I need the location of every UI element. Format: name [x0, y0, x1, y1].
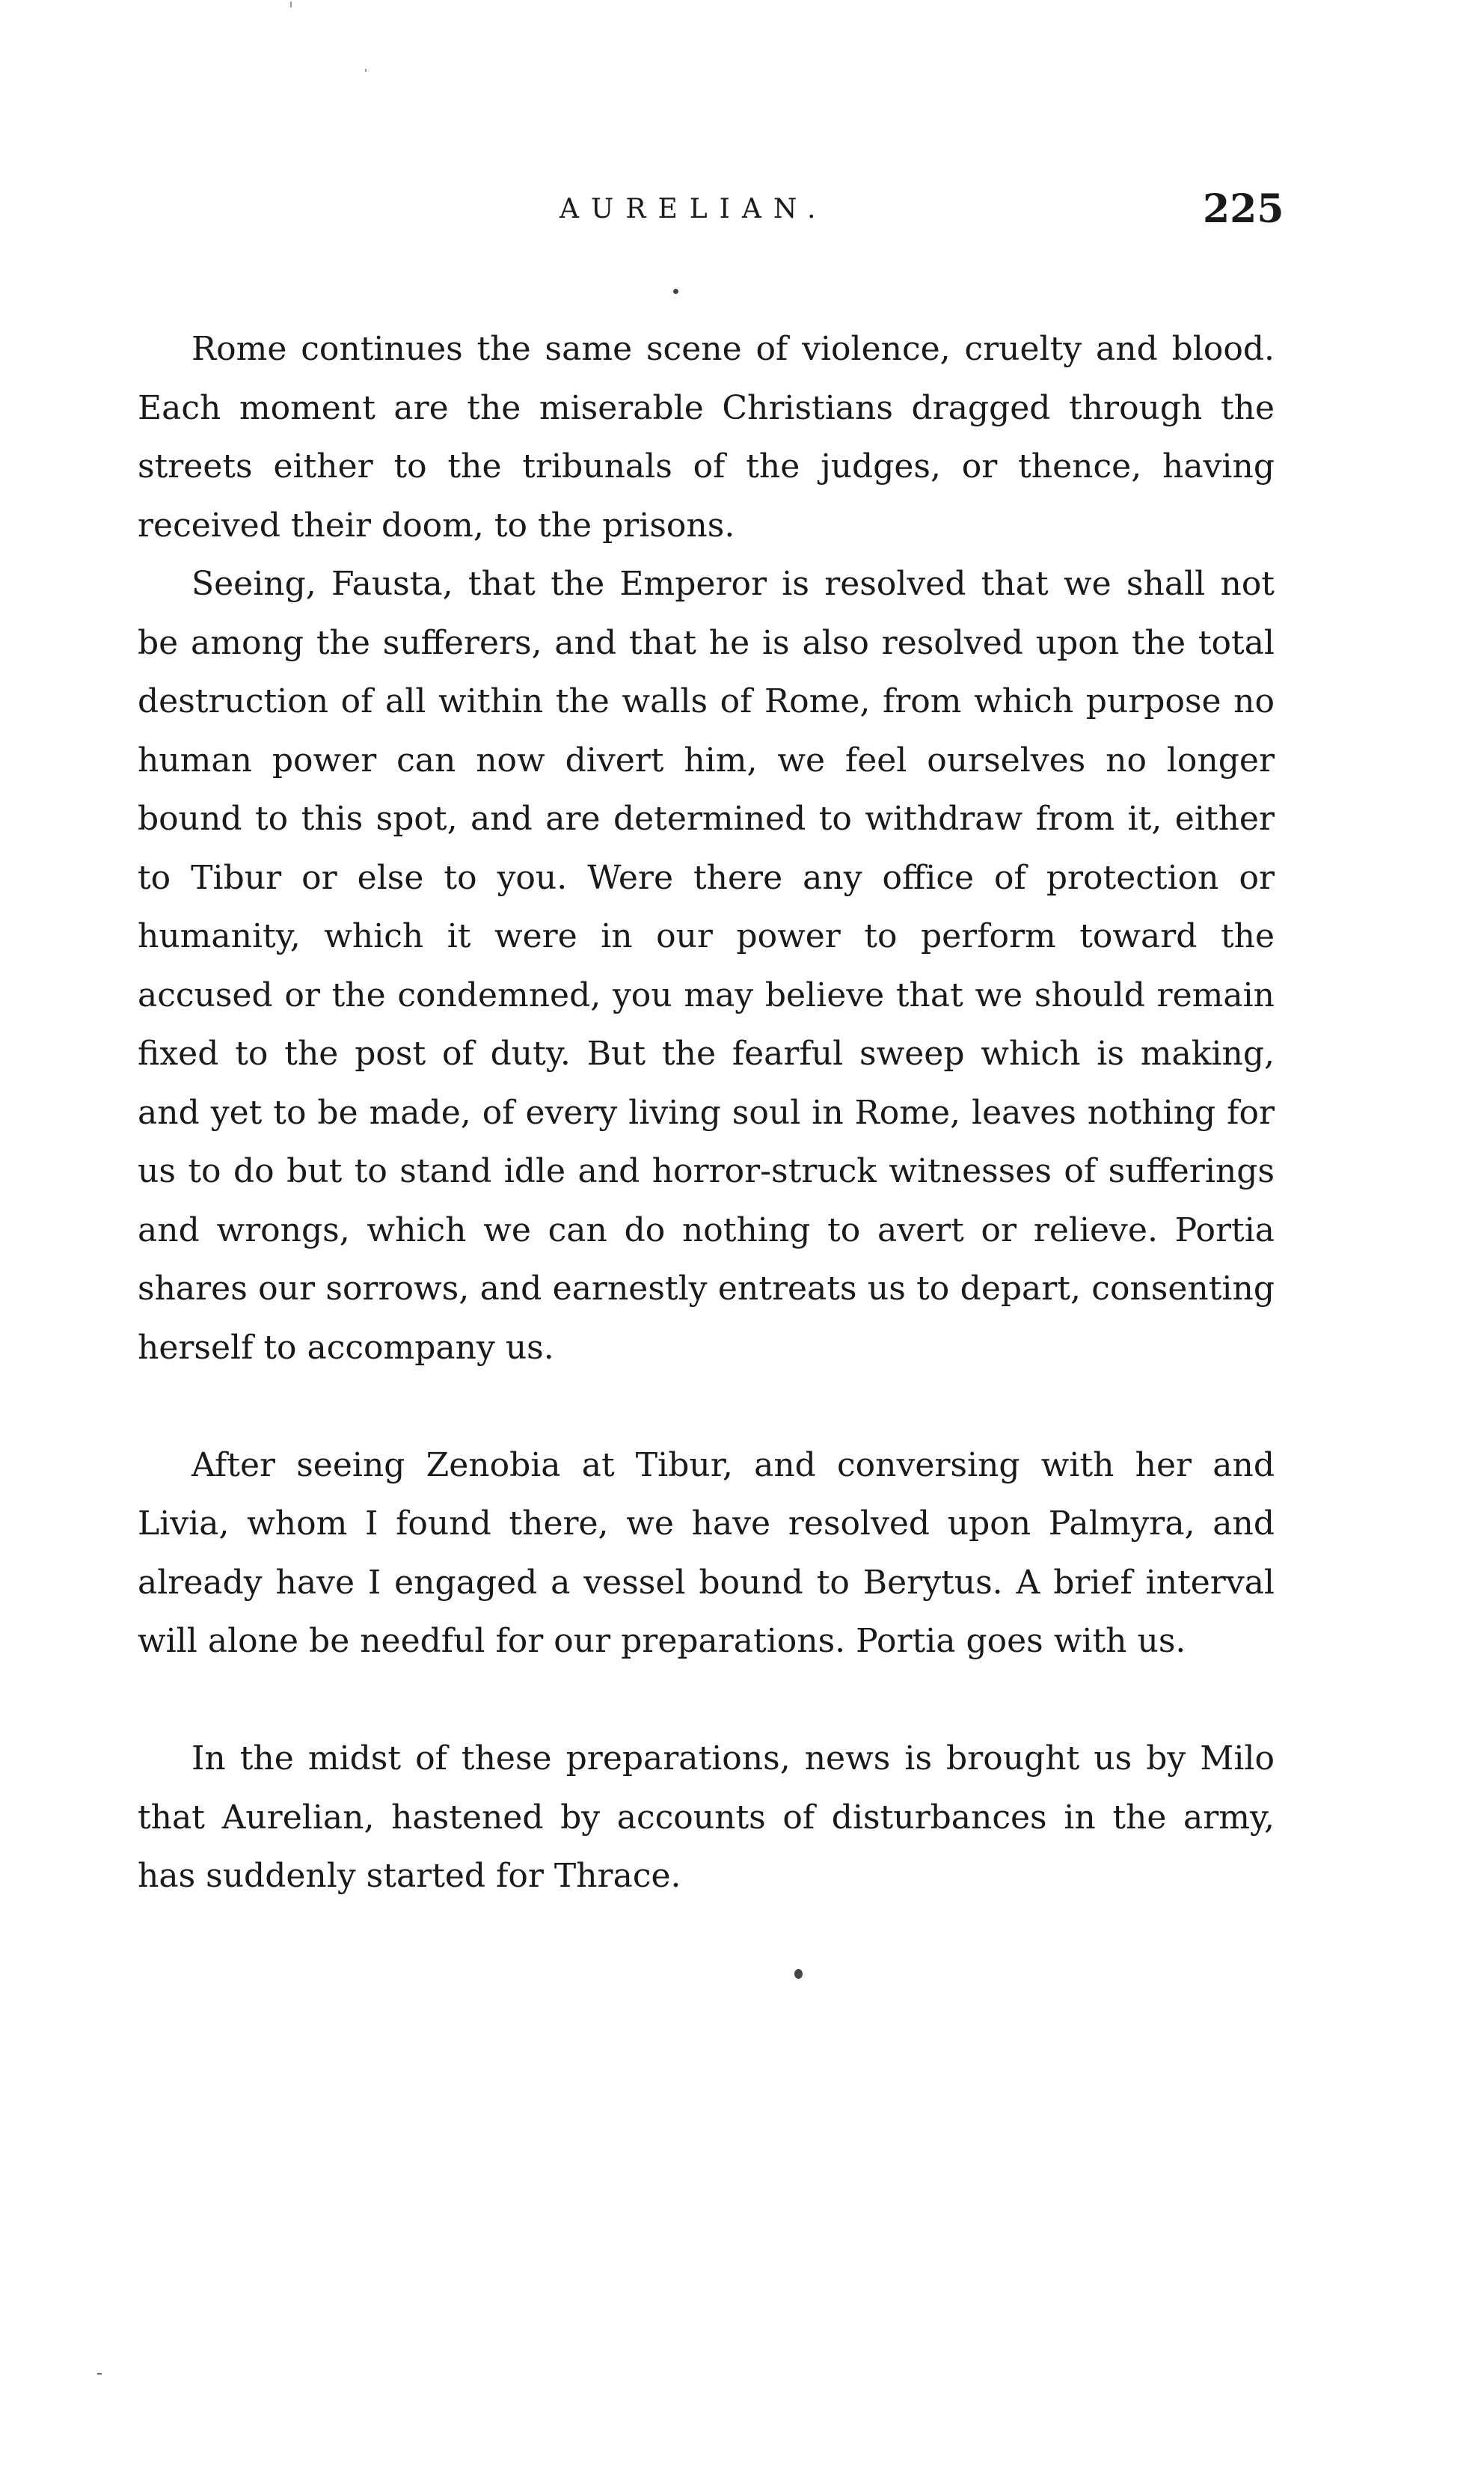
paragraph: After seeing Zenobia at Tibur, and conversing with her and Livia, whom I found there, we have resolved upon Palmyra, and already have I engaged a vessel bound to Berytus. A brief interval will alone be needful for our preparations. Portia goes with us.: [138, 1445, 1275, 1660]
print-speck: [794, 1969, 803, 1979]
text-block: [138, 320, 1275, 1906]
paragraph: Rome continues the same scene of violence, cruelty and blood. Each moment are the miserable Christians dragged through the streets either to the tribunals of the judges, or thence, having received their doom, to the prisons.: [138, 330, 1275, 545]
running-head: [0, 180, 1484, 239]
running-title: AURELIAN.: [559, 194, 828, 224]
print-speck: [290, 1, 292, 7]
print-speck: [365, 69, 367, 72]
paragraph: Seeing, Fausta, that the Emperor is resolved that we shall not be among the sufferers, and that he is also resolved upon the total destruction of all within the walls of Rome, from which purpose no human power can now divert him, we feel ourselves no longer bound to this spot, and are determined to withdraw from it, either to Tibur or else to you. Were there any office of protection or humanity, which it were in our power to perform toward the accused or the condemned, you may believe that we should remain fixed to the post of duty. But the fearful sweep which is making, and yet to be made, of every living soul in Rome, leaves nothing for us to do but to stand idle and horror-struck witnesses of sufferings and wrongs, which we can do nothing to avert or relieve. Portia shares our sorrows, and earnestly entreats us to depart, consenting herself to accompany us.: [138, 565, 1275, 1367]
page-number: 225: [1203, 186, 1284, 232]
print-speck: [97, 2373, 102, 2375]
paragraph: In the midst of these preparations, news is brought us by Milo that Aurelian, hastened by accounts of disturbances in the army, has suddenly started for Thrace.: [138, 1739, 1275, 1895]
print-speck: [673, 289, 678, 294]
